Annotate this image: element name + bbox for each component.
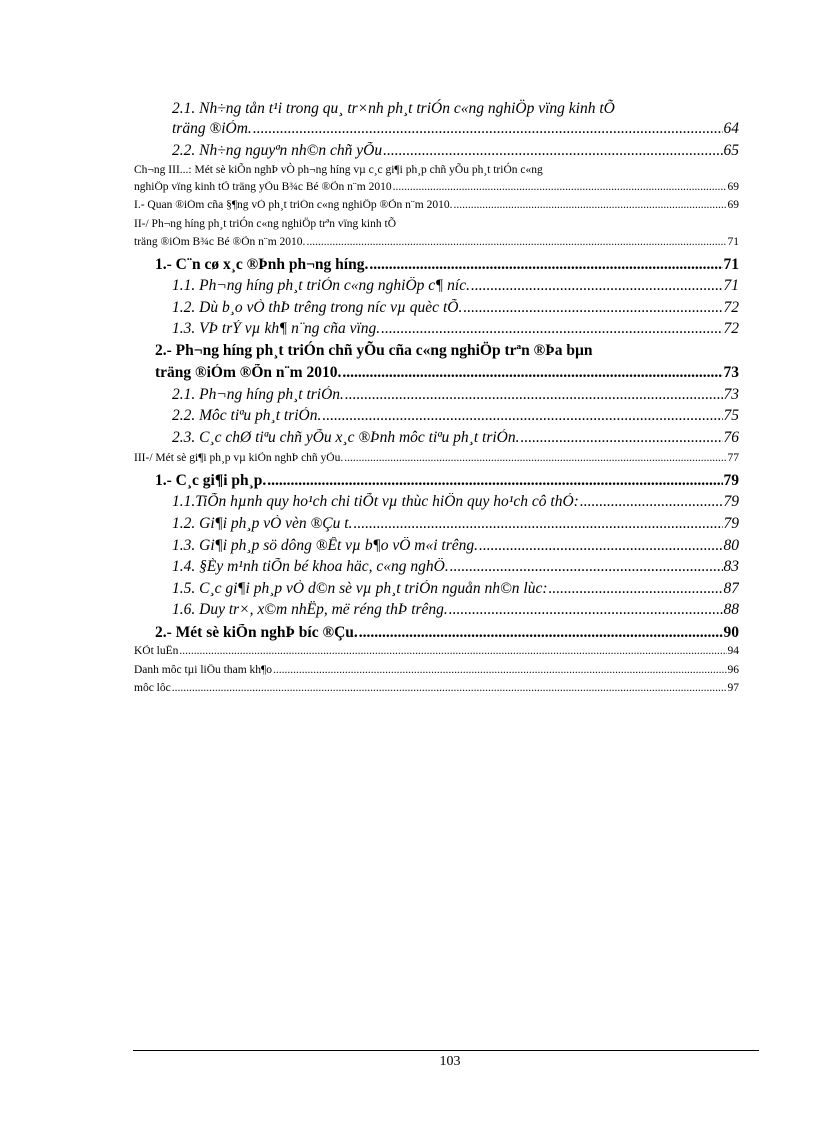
toc-entry-label: I.- Quan ®iÓm cña §¶ng vÒ ph¸t triÓn c«ng nghiÖp ®Õn n¨m 2010. (134, 199, 453, 211)
toc-entry-label: 1.2. Gi¶i ph¸p vÒ vèn ®Çu t. (172, 515, 353, 532)
toc-entry[interactable] (155, 472, 739, 490)
toc-entry-text: Ch¬ng III...: Mét sè kiÕn nghÞ vÒ ph¬ng híng vµ c¸c gi¶i ph¸p chñ yÕu ph¸t triÓn c«ng (134, 164, 543, 176)
toc-entry[interactable] (134, 664, 739, 676)
toc-entry[interactable] (172, 386, 739, 404)
toc-page-number: 94 (727, 645, 739, 657)
toc-entry[interactable] (155, 256, 739, 274)
toc-entry-label: 1.6. Duy tr×, x©m nhËp, më réng thÞ trêng. (172, 601, 448, 618)
leader-dots (383, 142, 722, 160)
leader-dots (453, 199, 726, 211)
toc-page-number: 83 (723, 558, 739, 575)
toc-entry-label: 1.- C¨n cø x¸c ®Þnh ph¬ng híng. (155, 256, 369, 273)
toc-entry[interactable] (172, 537, 739, 555)
leader-dots (359, 624, 723, 642)
toc-entry[interactable] (134, 645, 739, 657)
toc-entry-label: KÕt luËn (134, 645, 179, 657)
toc-entry[interactable] (172, 320, 739, 338)
toc-entry-label: môc lôc (134, 682, 171, 694)
toc-entry[interactable] (172, 601, 739, 619)
toc-entry-label: 1.3. VÞ trÝ vµ kh¶ n¨ng cña vïng. (172, 320, 381, 337)
toc-entry-label: 2.2. Môc tiªu ph¸t triÓn. (172, 407, 322, 424)
footer-divider (133, 1050, 759, 1051)
toc-entry-label: 2.2. Nh÷ng nguyªn nh©n chñ yÕu (172, 142, 383, 159)
toc-entry-label: träng ®iÓm. (172, 120, 252, 137)
leader-dots (520, 429, 722, 447)
toc-entry-label: Danh môc tµi liÖu tham kh¶o (134, 664, 272, 676)
toc-page-number: 71 (723, 277, 739, 294)
toc-entry-label: 2.3. C¸c chØ tiªu chñ yÕu x¸c ®Þnh môc tiªu ph¸t triÓn. (172, 429, 520, 446)
toc-entry[interactable] (134, 181, 739, 193)
toc-entry-text: 2.1. Nh÷ng tån t¹i trong qu¸ tr×nh ph¸t triÓn c«ng nghiÖp vïng kinh tÕ (172, 100, 615, 117)
toc-entry[interactable] (172, 277, 739, 295)
leader-dots (449, 601, 723, 619)
leader-dots (353, 515, 722, 533)
leader-dots (322, 407, 722, 425)
toc-entry[interactable] (172, 120, 739, 138)
leader-dots (471, 277, 723, 295)
toc-page-number: 69 (727, 181, 739, 193)
toc-page-number: 71 (723, 256, 739, 273)
leader-dots (369, 256, 722, 274)
leader-dots (450, 558, 723, 576)
toc-page-number: 64 (723, 120, 739, 137)
toc-entry-label: träng ®iÓm ®Õn n¨m 2010. (155, 364, 342, 381)
toc-entry-label: 1.1. Ph¬ng híng ph¸t triÓn c«ng nghiÖp c¶ níc. (172, 277, 470, 294)
toc-entry[interactable] (172, 493, 739, 511)
toc-entry-label: 1.- C¸c gi¶i ph¸p. (155, 472, 267, 489)
leader-dots (381, 320, 722, 338)
toc-entry[interactable] (155, 624, 739, 642)
toc-entry-label: 1.4. §Èy m¹nh tiÕn bé khoa häc, c«ng nghÖ. (172, 558, 449, 575)
toc-entry-label: 2.1. Ph¬ng híng ph¸t triÓn. (172, 386, 344, 403)
toc-page-number: 76 (723, 429, 739, 446)
leader-dots (172, 682, 727, 694)
page-number: 103 (439, 1054, 461, 1069)
leader-dots (580, 493, 723, 511)
leader-dots (463, 299, 722, 317)
toc-entry-text: II-/ Ph¬ng híng ph¸t triÓn c«ng nghiÖp trªn vïng kinh tÕ (134, 218, 397, 230)
toc-page-number: 97 (727, 682, 739, 694)
leader-dots (179, 645, 726, 657)
toc-entry[interactable] (172, 407, 739, 425)
leader-dots (253, 120, 723, 138)
leader-dots (306, 236, 726, 248)
leader-dots (479, 537, 723, 555)
toc-entry-label: 1.2. Dù b¸o vÒ thÞ trêng trong níc vµ quèc tÕ. (172, 299, 463, 316)
toc-entry[interactable] (172, 429, 739, 447)
leader-dots (393, 181, 727, 193)
toc-page-number: 79 (723, 515, 739, 532)
toc-entry-label: 1.3. Gi¶i ph¸p sö dông ®Êt vµ b¶o vÖ m«i trêng. (172, 537, 478, 554)
toc-entry[interactable] (134, 236, 739, 248)
toc-entry[interactable] (172, 142, 739, 160)
toc-page-number: 79 (723, 493, 739, 510)
leader-dots (344, 452, 726, 464)
toc-entry[interactable] (134, 199, 739, 211)
leader-dots (267, 472, 722, 490)
leader-dots (273, 664, 727, 676)
leader-dots (342, 364, 722, 382)
toc-entry-label: III-/ Mét sè gi¶i ph¸p vµ kiÕn nghÞ chñ yÕu. (134, 452, 344, 464)
toc-entry[interactable] (134, 682, 739, 694)
toc-page-number: 80 (723, 537, 739, 554)
toc-entry-label: 2.- Mét sè kiÕn nghÞ bíc ®Çu. (155, 624, 358, 641)
toc-page-number: 96 (727, 664, 739, 676)
toc-entry[interactable] (155, 364, 739, 382)
toc-page-number: 73 (723, 364, 739, 381)
toc-page-number: 72 (723, 299, 739, 316)
toc-entry[interactable] (134, 452, 739, 464)
toc-page-number: 65 (723, 142, 739, 159)
toc-entry[interactable] (172, 299, 739, 317)
toc-page-number: 77 (727, 452, 739, 464)
toc-entry[interactable] (172, 515, 739, 533)
toc-entry-label: 1.5. C¸c gi¶i ph¸p vÒ d©n sè vµ ph¸t triÓn nguån nh©n lùc: (172, 580, 548, 597)
toc-entry-label: 1.1.TiÕn hµnh quy ho¹ch chi tiÕt vµ thùc hiÖn quy ho¹ch cô thÓ: (172, 493, 579, 510)
toc-entry-text: 2.- Ph¬ng híng ph¸t triÓn chñ yÕu cña c«ng nghiÖp trªn ®Þa bµn (155, 342, 593, 359)
toc-entry[interactable] (172, 580, 739, 598)
toc-page-number: 87 (723, 580, 739, 597)
toc-page-number: 79 (723, 472, 739, 489)
toc-page-number: 88 (723, 601, 739, 618)
toc-page-number: 69 (727, 199, 739, 211)
toc-entry-label: nghiÖp vïng kinh tÕ träng yÕu B¾c Bé ®Õn n¨m 2010 (134, 181, 392, 193)
toc-page-number: 71 (727, 236, 739, 248)
toc-page-number: 73 (723, 386, 739, 403)
toc-page-number: 72 (723, 320, 739, 337)
leader-dots (549, 580, 723, 598)
leader-dots (345, 386, 723, 404)
toc-page-number: 90 (723, 624, 739, 641)
toc-page-number: 75 (723, 407, 739, 424)
toc-entry-label: träng ®iÓm B¾c Bé ®Õn n¨m 2010. (134, 236, 306, 248)
toc-entry[interactable] (172, 558, 739, 576)
